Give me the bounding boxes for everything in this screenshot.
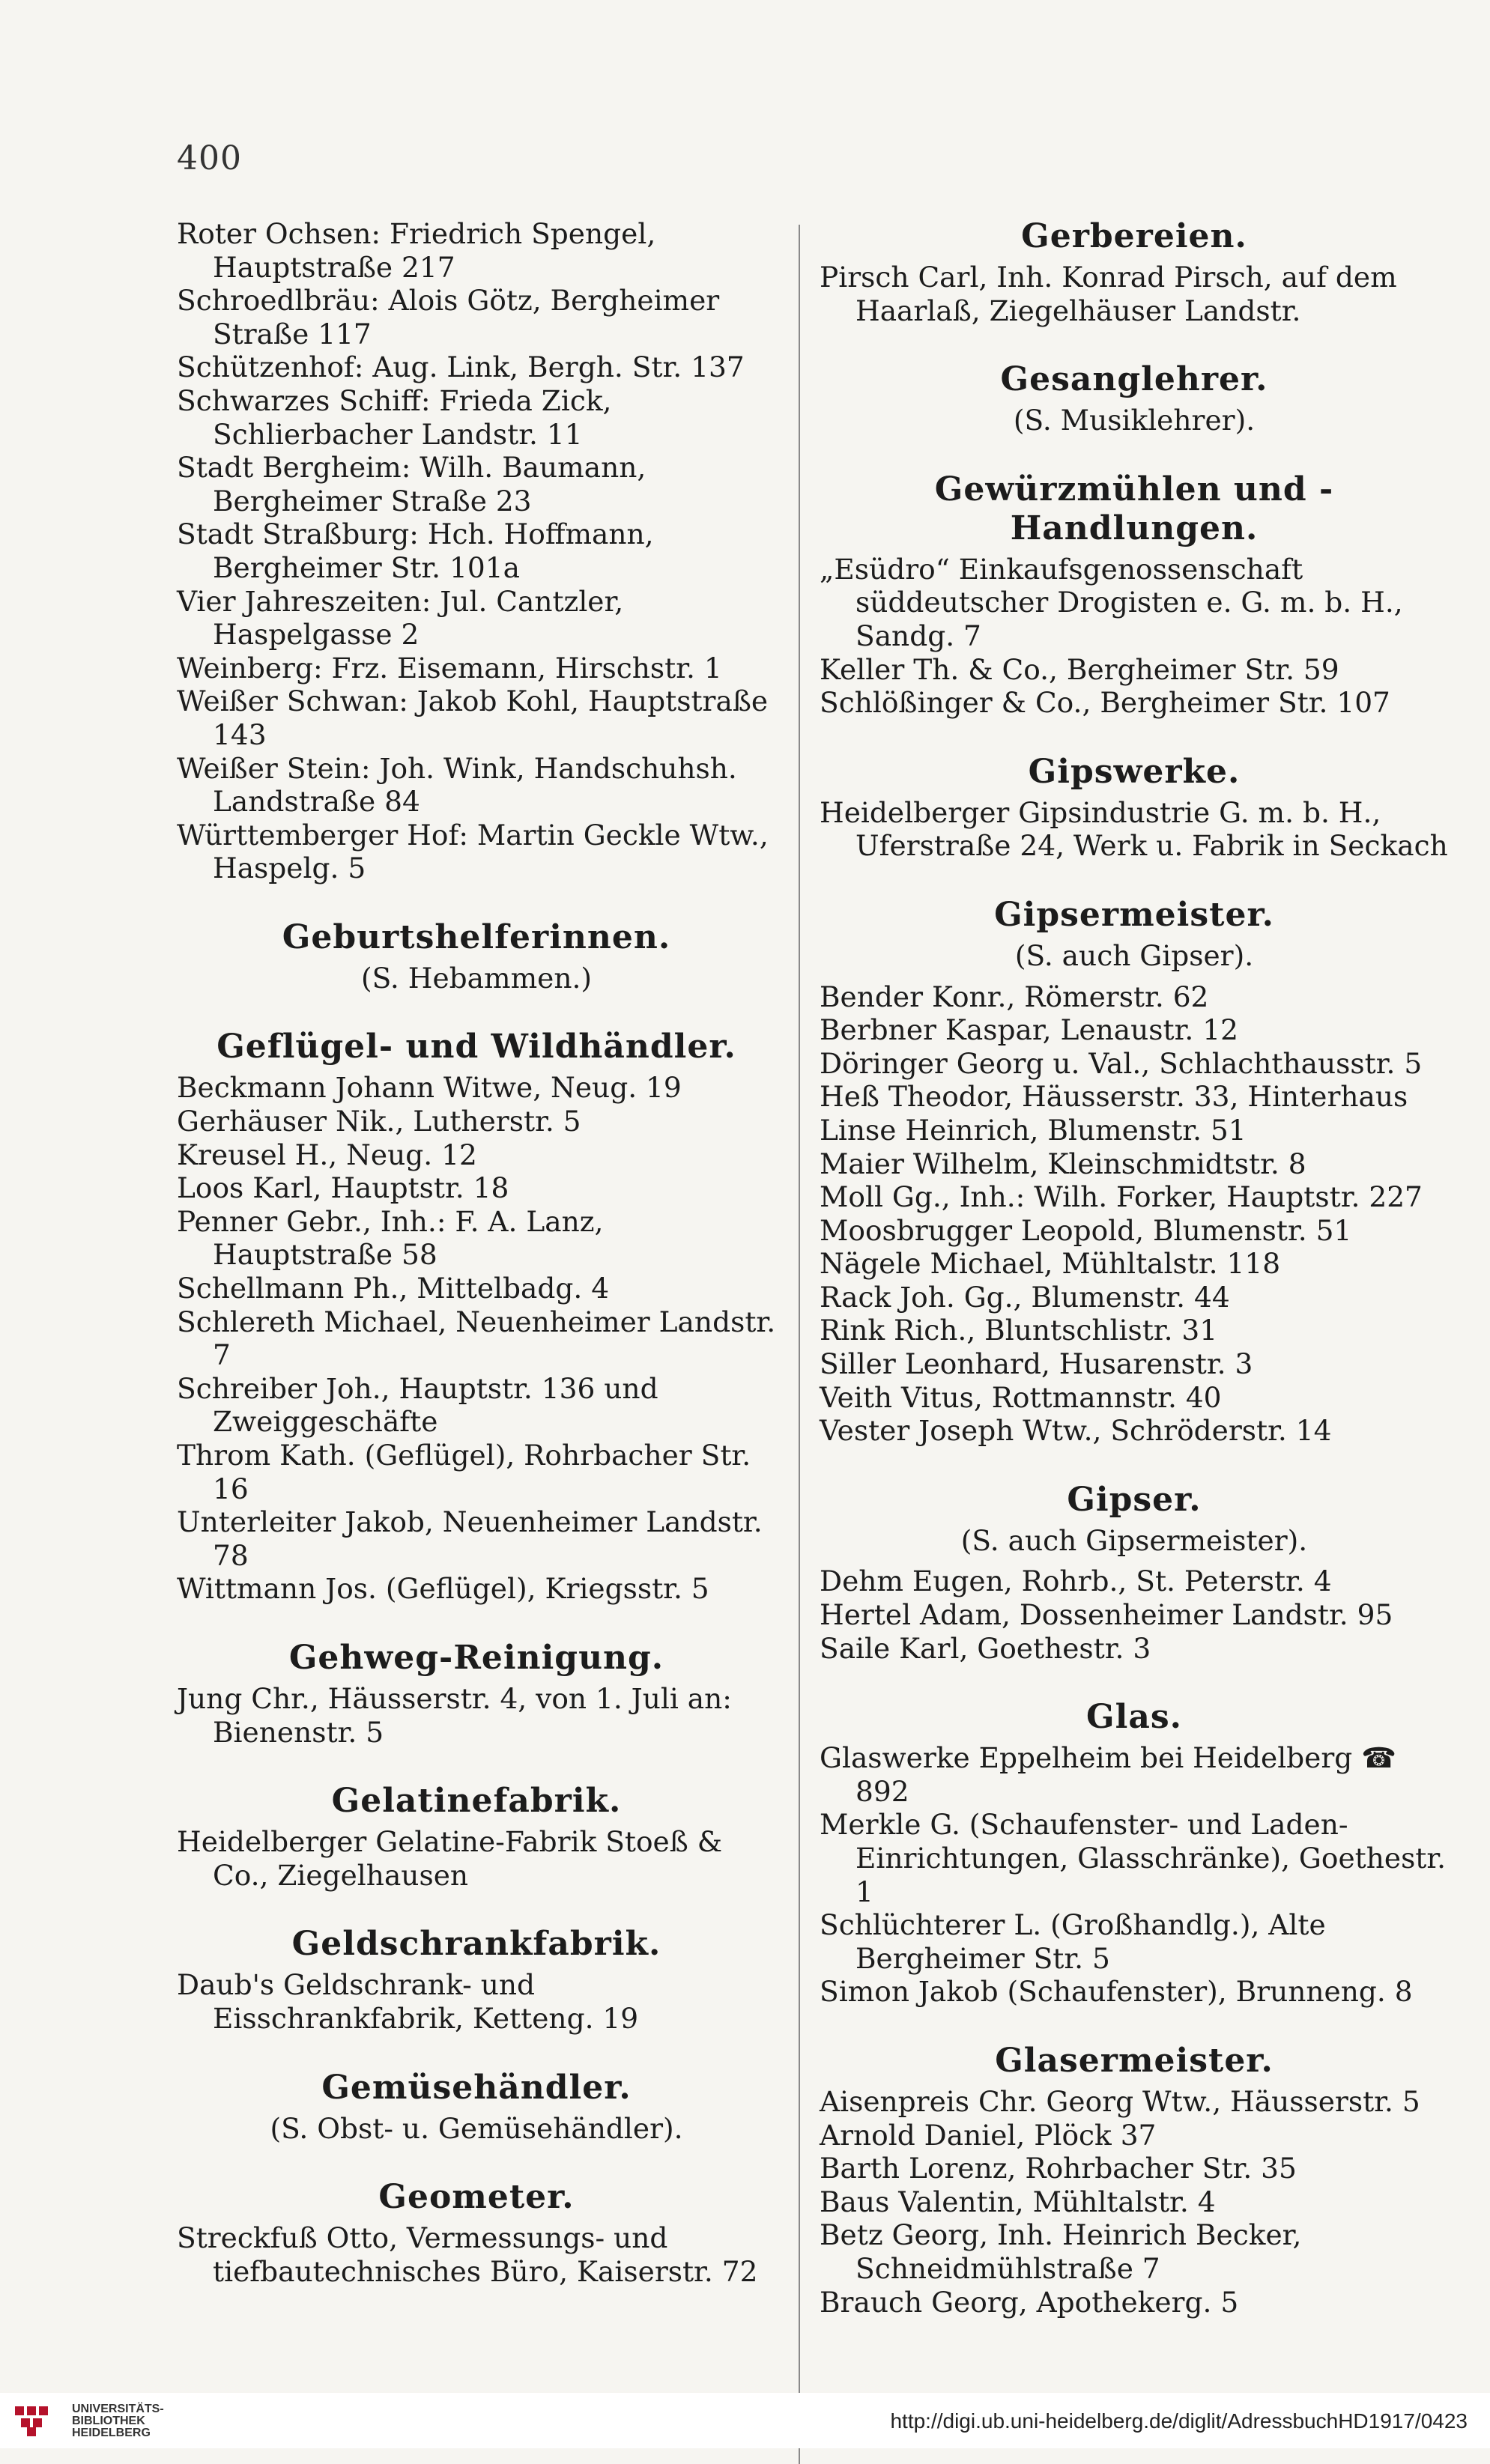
directory-entry: Vester Joseph Wtw., Schröderstr. 14 [820, 1414, 1332, 1448]
directory-entry: Jung Chr., Häusserstr. 4, von 1. Juli an: Bienenstr. 5 [177, 1681, 732, 1749]
footer [0, 2393, 1490, 2448]
section-heading: Glasermeister. [995, 2041, 1274, 2080]
directory-entry: Weinberg: Frz. Eisemann, Hirschstr. 1 [177, 651, 722, 685]
section-heading: Glas. [1086, 1698, 1182, 1737]
directory-entry: Stadt Straßburg: Hch. Hoffmann, Bergheimer Str. 101a [177, 518, 654, 584]
directory-entry: „Esüdro“ Einkaufsgenossenschaft süddeutscher Drogisten e. G. m. b. H., Sandg. 7 [820, 552, 1403, 652]
cross-reference-note: (S. auch Gipser). [1014, 938, 1254, 972]
directory-entry: Linse Heinrich, Blumenstr. 51 [820, 1113, 1247, 1147]
directory-entry: Streckfuß Otto, Vermessungs- und tiefbautechnisches Büro, Kaiserstr. 72 [177, 2221, 758, 2288]
directory-entry: Heidelberger Gipsindustrie G. m. b. H., Uferstraße 24, Werk u. Fabrik in Seckach [820, 795, 1448, 863]
directory-entry: Aisenpreis Chr. Georg Wtw., Häusserstr. 5 [820, 2084, 1420, 2118]
section-heading: Gipsermeister. [994, 895, 1274, 934]
directory-entry: Simon Jakob (Schaufenster), Brunneng. 8 [820, 1975, 1413, 2009]
directory-entry: Schlößinger & Co., Bergheimer Str. 107 [820, 686, 1390, 720]
directory-entry: Brauch Georg, Apothekerg. 5 [820, 2285, 1239, 2319]
directory-entry: Betz Georg, Inh. Heinrich Becker, Schneidmühlstraße 7 [820, 2218, 1302, 2285]
page-number: 400 [177, 139, 242, 177]
cross-reference-note: (S. auch Gipsermeister). [960, 1523, 1308, 1557]
directory-entry: Schwarzes Schiff: Frieda Zick, Schlierbacher Landstr. 11 [177, 383, 612, 451]
directory-entry: Saile Karl, Goethestr. 3 [820, 1631, 1151, 1665]
directory-entry: Arnold Daniel, Plöck 37 [820, 2118, 1157, 2152]
left-column [177, 217, 776, 2288]
directory-entry: Barth Lorenz, Rohrbacher Str. 35 [820, 2152, 1297, 2185]
directory-entry: Throm Kath. (Geflügel), Rohrbacher Str. 16 [177, 1439, 751, 1505]
directory-entry: Weißer Schwan: Jakob Kohl, Hauptstraße 143 [177, 685, 769, 751]
directory-entry: Weißer Stein: Joh. Wink, Handschuhsh. Landstraße 84 [177, 751, 737, 819]
directory-entry: Gerhäuser Nik., Lutherstr. 5 [177, 1105, 581, 1138]
directory-entry: Stadt Bergheim: Wilh. Baumann, Bergheimer Straße 23 [177, 451, 646, 518]
directory-entry: Pirsch Carl, Inh. Konrad Pirsch, auf dem Haarlaß, Ziegelhäuser Landstr. [820, 261, 1397, 327]
column-divider [799, 225, 800, 2464]
section-heading: Gemüsehändler. [321, 2068, 632, 2107]
directory-entry: Nägele Michael, Mühltalstr. 118 [820, 1247, 1281, 1281]
directory-entry: Rack Joh. Gg., Blumenstr. 44 [820, 1280, 1230, 1314]
directory-entry: Schreiber Joh., Hauptstr. 136 und Zweiggeschäfte [177, 1371, 658, 1439]
section-heading: Gipser. [1067, 1480, 1202, 1519]
directory-entry: Bender Konr., Römerstr. 62 [820, 980, 1209, 1013]
section-heading: Gehweg-Reinigung. [288, 1638, 664, 1677]
directory-entry: Loos Karl, Hauptstr. 18 [177, 1171, 509, 1205]
directory-entry: Veith Vitus, Rottmannstr. 40 [820, 1380, 1222, 1414]
directory-entry: Wittmann Jos. (Geflügel), Kriegsstr. 5 [177, 1572, 709, 1606]
cross-reference-note: (S. Musiklehrer). [1013, 404, 1256, 437]
directory-entry: Rink Rich., Bluntschlistr. 31 [820, 1314, 1218, 1347]
directory-entry: Unterleiter Jakob, Neuenheimer Landstr. 78 [177, 1505, 763, 1572]
directory-entry: Schützenhof: Aug. Link, Bergh. Str. 137 [177, 351, 745, 384]
right-column [820, 217, 1449, 2319]
directory-entry: Moll Gg., Inh.: Wilh. Forker, Hauptstr. 227 [820, 1180, 1423, 1214]
directory-entry: Württemberger Hof: Martin Geckle Wtw., Haspelg. 5 [177, 818, 769, 885]
directory-entry: Hertel Adam, Dossenheimer Landstr. 95 [820, 1598, 1393, 1632]
directory-entry: Beckmann Johann Witwe, Neug. 19 [177, 1071, 682, 1105]
library-logo [15, 2403, 164, 2439]
source-url-link[interactable]: http://digi.ub.uni-heidelberg.de/diglit/AdressbuchHD1917/0423 [890, 2409, 1468, 2433]
section-heading: Geldschrankfabrik. [291, 1925, 661, 1964]
section-heading: Geburtshelferinnen. [282, 917, 671, 956]
directory-entry: Merkle G. (Schaufenster- und Laden-Einrichtungen, Glasschränke), Goethestr. 1 [820, 1808, 1447, 1908]
section-heading: Gelatinefabrik. [331, 1782, 622, 1821]
directory-entry: Keller Th. & Co., Bergheimer Str. 59 [820, 652, 1339, 686]
directory-entry: Berbner Kaspar, Lenaustr. 12 [820, 1013, 1238, 1047]
directory-entry: Schlüchterer L. (Großhandlg.), Alte Bergheimer Str. 5 [820, 1908, 1326, 1975]
directory-entry: Kreusel H., Neug. 12 [177, 1138, 477, 1171]
section-heading: Gewürzmühlen und -Handlungen. [934, 470, 1334, 547]
directory-entry: Schellmann Ph., Mittelbadg. 4 [177, 1272, 610, 1305]
section-heading: Gesanglehrer. [1000, 360, 1268, 399]
section-heading: Geometer. [378, 2178, 575, 2217]
directory-entry: Baus Valentin, Mühltalstr. 4 [820, 2185, 1216, 2218]
cross-reference-note: (S. Hebammen.) [360, 961, 593, 995]
directory-entry: Heß Theodor, Häusserstr. 33, Hinterhaus [820, 1080, 1408, 1114]
directory-entry: Schlereth Michael, Neuenheimer Landstr. 7 [177, 1305, 776, 1372]
library-logo-text: UNIVERSITÄTS- BIBLIOTHEK HEIDELBERG [72, 2403, 164, 2439]
cross-reference-note: (S. Obst- u. Gemüsehändler). [270, 2111, 683, 2145]
directory-entry: Daub's Geldschrank- und Eisschrankfabrik, Ketteng. 19 [177, 1968, 639, 2035]
directory-entry: Maier Wilhelm, Kleinschmidtstr. 8 [820, 1147, 1306, 1180]
directory-entry: Penner Gebr., Inh.: F. A. Lanz, Hauptstraße 58 [177, 1204, 604, 1272]
directory-entry: Heidelberger Gelatine-Fabrik Stoeß & Co., Ziegelhausen [177, 1825, 723, 1892]
directory-entry: Schroedlbräu: Alois Götz, Bergheimer Straße 117 [177, 284, 720, 351]
section-heading: Gipswerke. [1028, 752, 1241, 791]
directory-entry: Moosbrugger Leopold, Blumenstr. 51 [820, 1213, 1352, 1247]
directory-entry: Roter Ochsen: Friedrich Spengel, Hauptstraße 217 [177, 217, 656, 284]
directory-entry: Glaswerke Eppelheim bei Heidelberg ☎ 892 [820, 1741, 1396, 1808]
directory-entry: Dehm Eugen, Rohrb., St. Peterstr. 4 [820, 1565, 1332, 1598]
section-heading: Gerbereien. [1021, 217, 1247, 255]
section-heading: Geflügel- und Wildhändler. [216, 1028, 736, 1066]
directory-entry: Vier Jahreszeiten: Jul. Cantzler, Haspelgasse 2 [177, 584, 624, 652]
library-logo-icon [15, 2406, 60, 2436]
directory-entry: Siller Leonhard, Husarenstr. 3 [820, 1347, 1253, 1381]
directory-entry: Döringer Georg u. Val., Schlachthausstr. 5 [820, 1046, 1423, 1080]
